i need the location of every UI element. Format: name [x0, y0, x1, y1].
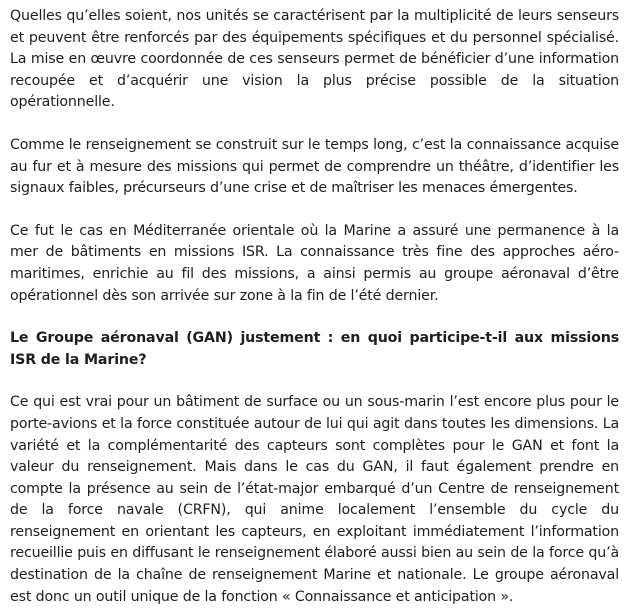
paragraph-renseignement-temps-long: Comme le renseignement se construit sur le temps long, c’est la connaissance acquise au fur et à mesure des missions qui permet de comprendre un théâtre, d’identifier les signaux faibles, précurseurs d’une crise et de maîtriser les menaces émergentes.	[10, 136, 619, 197]
paragraph-groupe-aeronaval: Ce qui est vrai pour un bâtiment de surface ou un sous-marin l’est encore plus pour le porte-avions et la force constituée autour de lui qui agit dans toutes les dimensions. La variété et la complémentarité des capteurs sont complètes pour le GAN et font la valeur du renseignement. Mais dans le cas du GAN, il faut également prendre en compte la présence au sein de l’état-major embarqué d’un Centre de renseignement de la force navale (CRFN), qui anime localement l’ensemble du cycle du renseignement en orientant les capteurs, en exploitant immédiatement l’information recueillie puis en diffusant le renseignement élaboré aussi bien au sein de la force qu’à destination de la chaîne de renseignement Marine et nationale. Le groupe aéronaval est donc un outil unique de la fonction « Connaissance et anticipation ».	[10, 394, 619, 605]
interview-question: Le Groupe aéronaval (GAN) justement : en quoi participe-t-il aux missions ISR de la Marine?	[10, 330, 619, 368]
paragraph-mediterranee: Ce fut le cas en Méditerranée orientale où la Marine a assuré une permanence à la mer de bâtiments en missions ISR. La connaissance très fine des approches aéro-maritimes, enrichie au fil des missions, a ainsi permis au groupe aéronaval d’être opérationnel dès son arrivée sur zone à la fin de l’été dernier.	[10, 222, 619, 304]
paragraph-senseurs: Quelles qu’elles soient, nos unités se caractérisent par la multiplicité de leurs senseurs et peuvent être renforcés par des équipements spécifiques et du personnel spécialisé. La mise en œuvre coordonnée de ces senseurs permet de bénéficier d’une information recoupée et d’acquérir une vision la plus précise possible de la situation opérationnelle.	[10, 8, 619, 111]
